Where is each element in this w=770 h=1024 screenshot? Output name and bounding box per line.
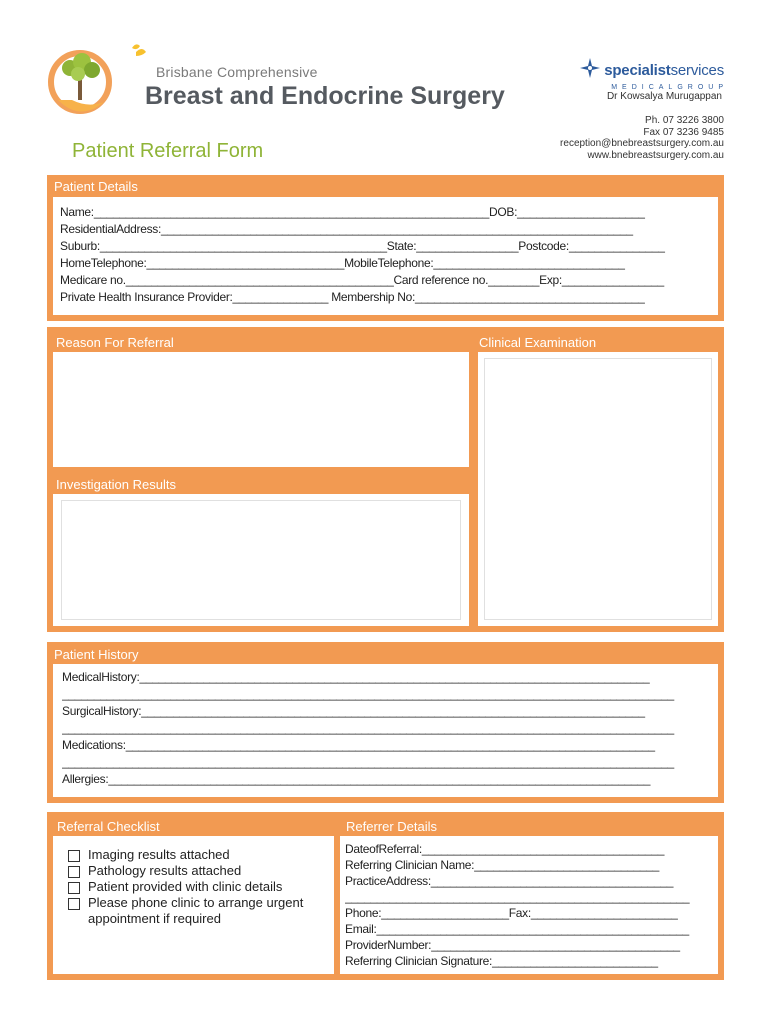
clinical-area — [478, 352, 718, 626]
surgical-history-field[interactable]: SurgicalHistory:_______________________________________________________________________________ — [62, 704, 645, 718]
checklist-item-imaging[interactable]: Imaging results attached — [68, 847, 230, 862]
checkbox[interactable] — [68, 882, 80, 894]
telephone-field[interactable]: HomeTelephone:_______________________________MobileTelephone:______________________________ — [60, 256, 625, 270]
name-dob-field[interactable]: Name:______________________________________________________________DOB:____________________ — [60, 205, 645, 219]
practice-address-field[interactable]: PracticeAddress:______________________________________ — [345, 874, 674, 888]
patient-history-body — [53, 664, 718, 797]
insurance-field[interactable]: Private Health Insurance Provider:_______________ Membership No:____________________________________ — [60, 290, 645, 304]
brand-logo — [580, 58, 728, 91]
provider-number-field[interactable]: ProviderNumber:_______________________________________ — [345, 938, 680, 952]
clinical-title: Clinical Examination — [479, 335, 597, 350]
investigation-title: Investigation Results — [56, 477, 176, 492]
email-address: reception@bnebreastsurgery.com.au — [560, 138, 724, 150]
medical-history-line-2[interactable]: ________________________________________________________________________________________________ — [62, 687, 674, 701]
clinician-name-field[interactable]: Referring Clinician Name:_____________________________ — [345, 858, 660, 872]
clinic-name: Breast and Endocrine Surgery — [145, 82, 505, 110]
checklist-title: Referral Checklist — [57, 819, 160, 834]
phone-number: Ph. 07 3226 3800 — [645, 115, 724, 126]
brand-star-icon — [580, 58, 600, 83]
checklist-item-urgent-cont: appointment if required — [88, 911, 221, 926]
patient-details-body — [53, 197, 718, 315]
brand-group: MEDICALGROUP — [611, 84, 728, 91]
patient-details-title: Patient Details — [54, 179, 138, 194]
surgical-history-line-2[interactable]: ________________________________________________________________________________________________ — [62, 721, 674, 735]
investigation-area — [53, 494, 469, 626]
date-of-referral-field[interactable]: DateofReferral:______________________________________ — [345, 842, 665, 856]
medications-line-2[interactable]: ________________________________________________________________________________________________ — [62, 755, 674, 769]
patient-history-title: Patient History — [54, 647, 139, 662]
patient-history-panel — [47, 642, 724, 803]
form-title: Patient Referral Form — [72, 140, 264, 162]
medications-field[interactable]: Medications:___________________________________________________________________________________ — [62, 738, 655, 752]
suburb-state-postcode-field[interactable]: Suburb:_____________________________________________State:________________Postcode:_______________ — [60, 239, 665, 253]
signature-field[interactable]: Referring Clinician Signature:__________________________ — [345, 954, 658, 968]
email-field[interactable]: Email:_________________________________________________ — [345, 922, 689, 936]
checkbox[interactable] — [68, 898, 80, 910]
phone-fax-field[interactable]: Phone:____________________Fax:_______________________ — [345, 906, 678, 920]
brand-name: specialistservices — [604, 62, 724, 79]
checkbox[interactable] — [68, 850, 80, 862]
website-url: www.bnebreastsurgery.com.au — [587, 149, 724, 161]
doctor-name: Dr Kowsalya Murugappan — [606, 91, 722, 102]
allergies-field[interactable]: Allergies:_____________________________________________________________________________________ — [62, 772, 651, 786]
checklist-item-urgent[interactable]: Please phone clinic to arrange urgent — [68, 895, 303, 910]
address-field[interactable]: ResidentialAddress:__________________________________________________________________________ — [60, 222, 633, 236]
fax-number: Fax 07 3236 9485 — [643, 126, 724, 138]
patient-details-panel — [47, 175, 724, 321]
medicare-field[interactable]: Medicare no.__________________________________________Card reference no.________Exp:________________ — [60, 273, 664, 287]
contact-block — [560, 115, 724, 161]
referral-exam-panel — [47, 327, 724, 632]
investigation-textbox[interactable] — [61, 500, 461, 620]
checkbox[interactable] — [68, 866, 80, 878]
checklist-referrer-panel — [47, 812, 724, 980]
checklist-body — [53, 836, 334, 974]
checklist-item-clinic-details[interactable]: Patient provided with clinic details — [68, 879, 282, 894]
clinic-subtitle: Brisbane Comprehensive — [156, 64, 318, 80]
clinic-logo — [48, 42, 148, 122]
reason-title: Reason For Referral — [56, 335, 174, 350]
clinical-textbox[interactable] — [484, 358, 712, 620]
medical-history-field[interactable]: MedicalHistory:________________________________________________________________________________ — [62, 670, 650, 684]
checklist-item-pathology[interactable]: Pathology results attached — [68, 863, 241, 878]
practice-address-line-2[interactable]: ______________________________________________________ — [345, 890, 690, 904]
reason-textbox[interactable] — [53, 352, 469, 467]
referrer-body — [340, 836, 718, 974]
referrer-title: Referrer Details — [346, 819, 438, 834]
